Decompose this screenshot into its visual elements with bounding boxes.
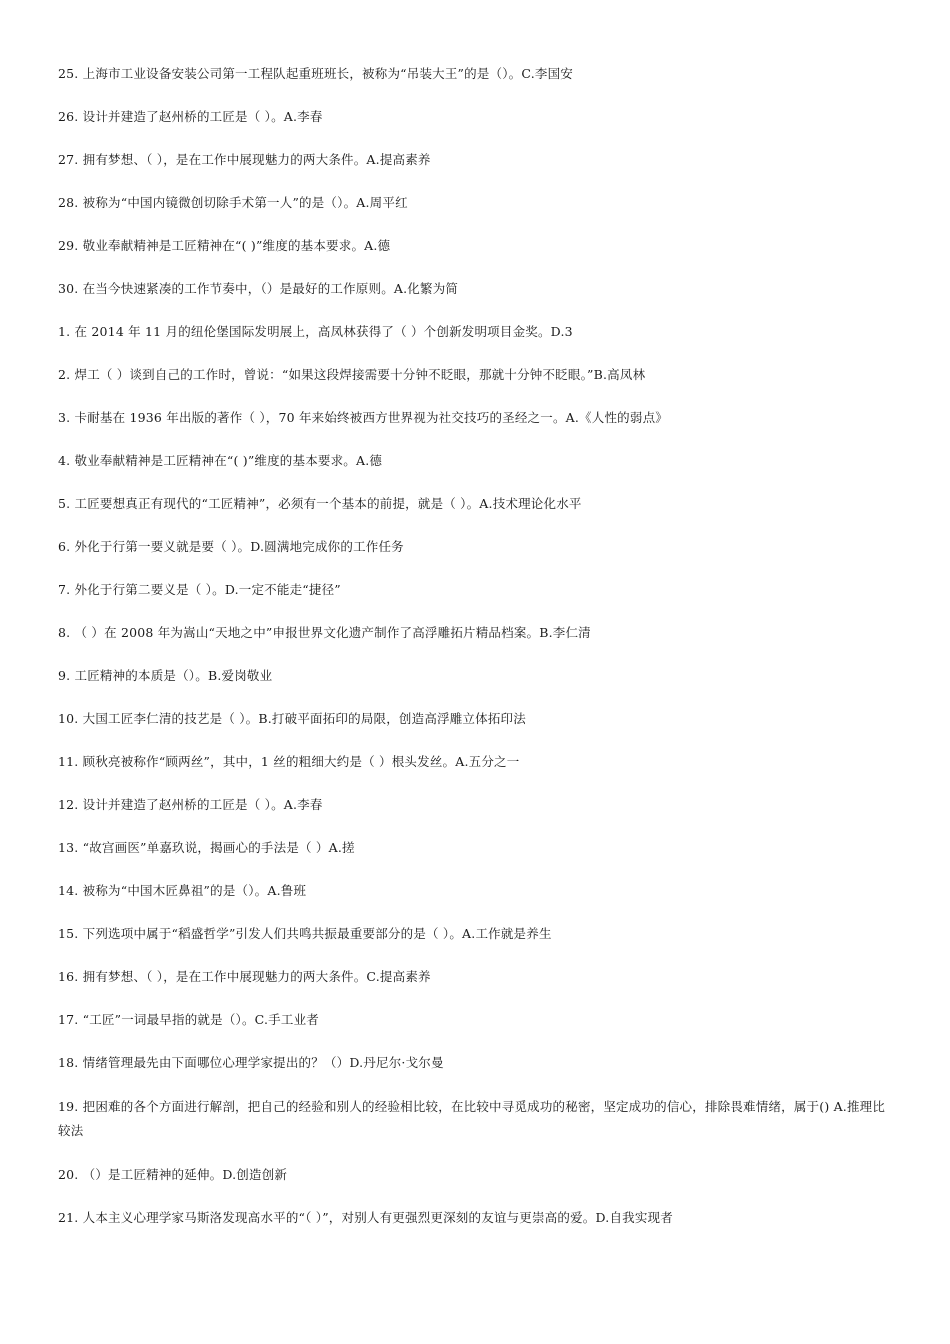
question-item: 19. 把困难的各个方面进行解剖，把自己的经验和别人的经验相比较，在比较中寻觅成功的秘密，坚定成功的信心，排除畏难情绪，属于() A.推理比较法 [58, 1099, 886, 1138]
question-item: 4. 敬业奉献精神是工匠精神在“( )”维度的基本要求。A.德 [58, 453, 383, 468]
question-item: 7. 外化于行第二要义是（ ）。D.一定不能走“捷径” [58, 582, 341, 597]
question-item: 14. 被称为“中国木匠鼻祖”的是（）。A.鲁班 [58, 883, 307, 898]
question-item: 5. 工匠要想真正有现代的“工匠精神”，必须有一个基本的前提，就是（ ）。A.技术理论化水平 [58, 496, 582, 511]
question-item: 1. 在 2014 年 11 月的纽伦堡国际发明展上，高凤林获得了（ ）个创新发明项目金奖。D.3 [58, 324, 573, 339]
question-item: 3. 卡耐基在 1936 年出版的著作（ ），70 年来始终被西方世界视为社交技巧的圣经之一。A.《人性的弱点》 [58, 410, 668, 425]
question-item: 6. 外化于行第一要义就是要（ ）。D.圆满地完成你的工作任务 [58, 539, 404, 554]
question-item: 18. 情绪管理最先由下面哪位心理学家提出的？（）D.丹尼尔·戈尔曼 [58, 1055, 444, 1070]
question-item: 15. 下列选项中属于“稻盛哲学”引发人们共鸣共振最重要部分的是（ ）。A.工作就是养生 [58, 926, 552, 941]
question-list [58, 63, 896, 1250]
question-item: 28. 被称为“中国内镜微创切除手术第一人”的是（）。A.周平红 [58, 195, 408, 210]
question-item: 25. 上海市工业设备安装公司第一工程队起重班班长，被称为“吊装大王”的是（）。C.李国安 [58, 66, 573, 81]
question-item: 27. 拥有梦想、（ ），是在工作中展现魅力的两大条件。A.提高素养 [58, 152, 431, 167]
question-item: 29. 敬业奉献精神是工匠精神在“( )”维度的基本要求。A.德 [58, 238, 391, 253]
question-item: 9. 工匠精神的本质是（）。B.爱岗敬业 [58, 668, 273, 683]
question-item: 11. 顾秋亮被称作“顾两丝”，其中，1 丝的粗细大约是（ ）根头发丝。A.五分之一 [58, 754, 520, 769]
question-item: 21. 人本主义心理学家马斯洛发现高水平的“（ ）”，对别人有更强烈更深刻的友谊与更崇高的爱。D.自我实现者 [58, 1210, 673, 1225]
question-item: 17. “工匠”一词最早指的就是（）。C.手工业者 [58, 1012, 319, 1027]
question-item: 8. （ ）在 2008 年为嵩山“天地之中”申报世界文化遗产制作了高浮雕拓片精品档案。B.李仁清 [58, 625, 591, 640]
question-item: 12. 设计并建造了赵州桥的工匠是（ ）。A.李春 [58, 797, 323, 812]
question-item: 10. 大国工匠李仁清的技艺是（ ）。B.打破平面拓印的局限，创造高浮雕立体拓印法 [58, 711, 526, 726]
question-item: 2. 焊工（ ）谈到自己的工作时，曾说：“如果这段焊接需要十分钟不眨眼，那就十分钟不眨眼。”B.高凤林 [58, 367, 646, 382]
question-item: 13. “故宫画医”单嘉玖说，揭画心的手法是（ ）A.搓 [58, 840, 355, 855]
question-item: 20. （）是工匠精神的延伸。D.创造创新 [58, 1167, 288, 1182]
question-item: 16. 拥有梦想、（ ），是在工作中展现魅力的两大条件。C.提高素养 [58, 969, 431, 984]
question-item: 30. 在当今快速紧凑的工作节奏中，（）是最好的工作原则。A.化繁为简 [58, 281, 459, 296]
question-item: 26. 设计并建造了赵州桥的工匠是（ ）。A.李春 [58, 109, 323, 124]
